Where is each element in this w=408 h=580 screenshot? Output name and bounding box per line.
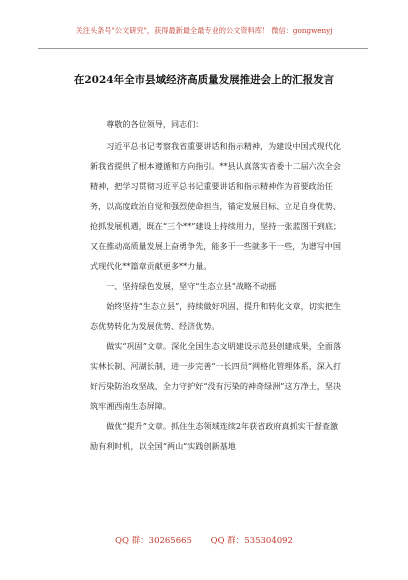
qq-group-left: QQ 群：30265665 xyxy=(115,536,192,546)
document-body xyxy=(90,114,345,456)
paragraph-strategy: 始终坚持“生态立县”，持续做好巩固、提升和转化文章，切实把生态优势转化为发展优势、经济优势。 xyxy=(90,301,342,331)
section-heading: 一、坚持绿色发展，坚守“生态立县”战略不动摇 xyxy=(106,281,277,291)
header-divider xyxy=(38,48,368,49)
paragraph-intro: 习近平总书记考察我省重要讲话和指示精神，为建设中国式现代化新我省提供了根本遵循和方向指引。**县认真落实省委十二届六次全会精神，把学习贯彻习近平总书记重要讲话和指示精神作为首要政治任务，以高度政治自觉和强烈使命担当，锚定发展目标、立足自身优势、抢抓发展机遇，既在“三个**”建设上持续用力，坚持一张蓝图干到底；又在推动高质量发展上奋勇争先，能多干一些就多干一些，为谱写中国式现代化**篇章贡献更多**力量。 xyxy=(90,141,342,271)
contact-footer xyxy=(0,534,408,546)
salutation: 尊敬的各位领导，同志们： xyxy=(106,119,204,129)
paragraph-consolidate: 做实“巩固”文章。深化全国生态文明建设示范县创建成果，全面落实林长制、河湖长制，进一步完善“一长四员”网格化管理体系，深入打好污染防治攻坚战，全力守护好“没有污染的神奇绿洲”这方净土，坚决筑牢湘西南生态屏障。 xyxy=(90,341,342,411)
paragraph-improve: 做优“提升”文章。抓住生态领域连续2年获省政府真抓实干督查激励有利时机，以全国“两山”实践创新基地 xyxy=(90,421,339,451)
qq-group-right: QQ 群：535304092 xyxy=(210,536,293,546)
promo-header: 关注头条号"公文研究"，获得最新最全最专业的公文资料库！ 微信：gongwenyj xyxy=(75,26,333,35)
document-title: 在2024年全市县域经济高质量发展推进会上的汇报发言 xyxy=(73,74,335,86)
